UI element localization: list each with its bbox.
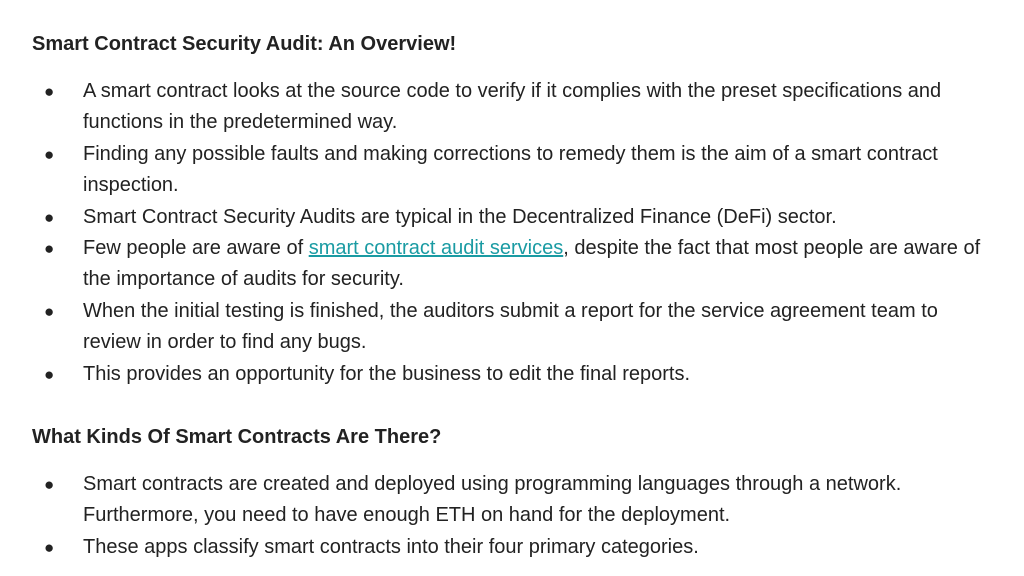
bullet-icon: ● (44, 475, 55, 494)
list-item-text: This provides an opportunity for the business to edit the final reports. (83, 362, 691, 385)
list-item-text-after-link: , despite the fact that most people are aware of the importance of audits for security. (83, 237, 981, 291)
list-item-text: A smart contract looks at the source code to verify if it complies with the preset specifications and functions in the predetermined way. (83, 80, 942, 134)
list-item-text: When the initial testing is finished, the auditors submit a report for the service agreement team to review in order to find any bugs. (83, 299, 938, 354)
list-item-text: Smart Contract Security Audits are typical in the Decentralized Finance (DeFi) sector. (83, 205, 837, 228)
section-heading-overview: Smart Contract Security Audit: An Overview! (32, 33, 457, 55)
bullet-icon: ● (44, 239, 55, 259)
list-item-text: Finding any possible faults and making corrections to remedy them is the aim of a smart contract inspection. (83, 142, 938, 197)
list-item (0, 296, 983, 359)
bullet-icon: ● (44, 144, 55, 164)
bullet-icon: ● (44, 364, 55, 384)
list-item-text-before-link: Few people are aware of (83, 237, 309, 260)
overview-bullet-list (0, 76, 1000, 390)
list-item (0, 233, 983, 296)
list-item (0, 532, 983, 563)
list-item (0, 359, 983, 390)
list-item-text: These apps classify smart contracts into their four primary categories. (83, 535, 699, 558)
bullet-icon: ● (44, 301, 55, 321)
list-item (0, 76, 983, 139)
bullet-icon: ● (44, 537, 55, 557)
list-item (0, 139, 983, 202)
kinds-bullet-list (0, 469, 1000, 563)
audit-services-link[interactable]: smart contract audit services (308, 237, 564, 260)
bullet-icon: ● (44, 207, 55, 227)
list-item (0, 202, 983, 233)
section-heading-kinds: What Kinds Of Smart Contracts Are There? (32, 426, 442, 448)
list-item (0, 469, 983, 532)
bullet-icon: ● (44, 82, 55, 101)
list-item-text: Smart contracts are created and deployed using programming languages through a network. Furthermore, you need to have enough ETH on hand for the deployment. (83, 473, 902, 527)
